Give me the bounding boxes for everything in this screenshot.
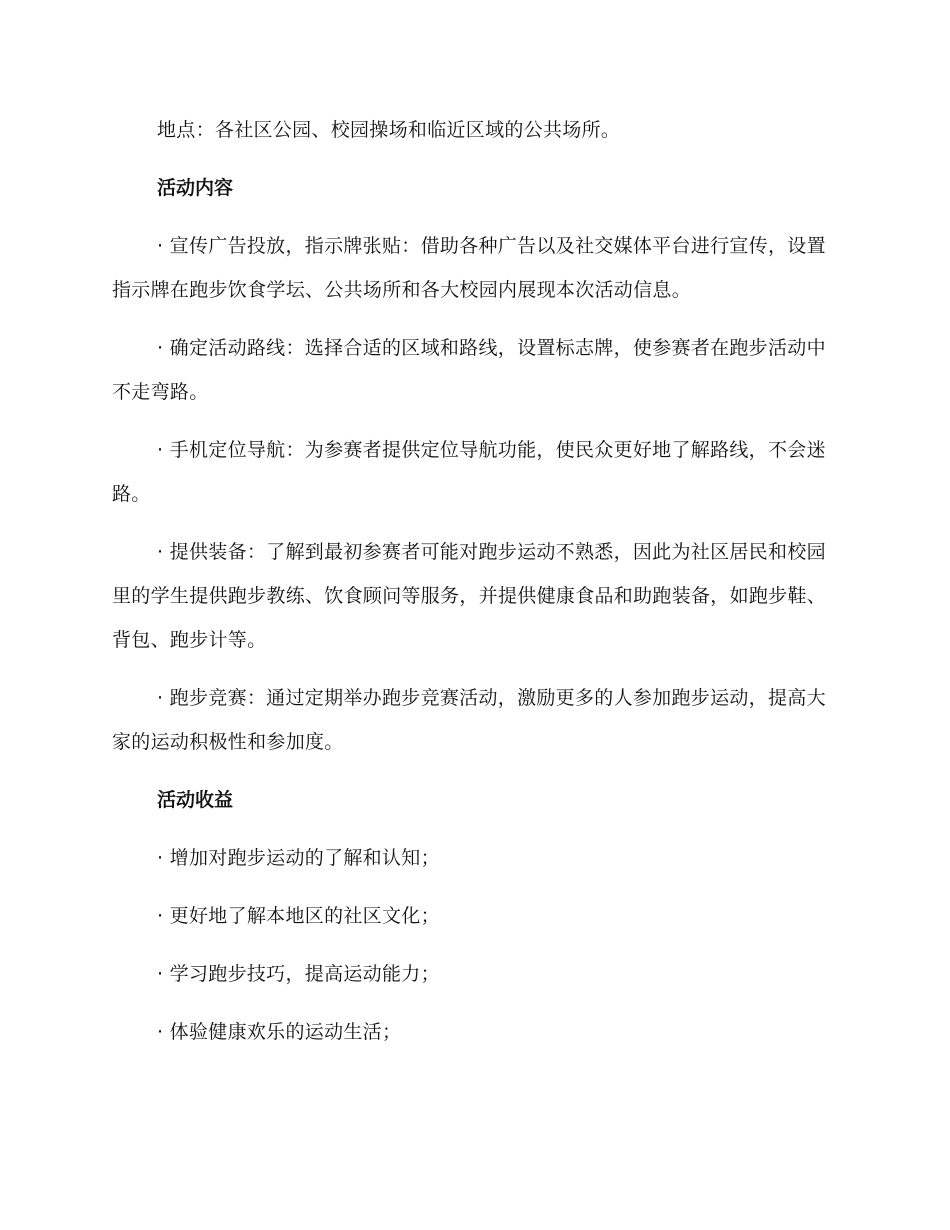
section-heading-activity-content: 活动内容 xyxy=(157,177,234,199)
list-item: · 增加对跑步运动的了解和认知； xyxy=(157,847,440,869)
document-body xyxy=(112,108,834,1068)
location-paragraph: 地点：各社区公园、校园操场和临近区域的公共场所。 xyxy=(157,119,621,141)
list-item: · 体验健康欢乐的运动生活； xyxy=(157,1021,402,1043)
section-heading-activity-benefits: 活动收益 xyxy=(157,789,234,811)
list-item: · 确定活动路线：选择合适的区域和路线，设置标志牌，使参赛者在跑步活动中不走弯路。 xyxy=(112,337,826,403)
list-item: · 宣传广告投放，指示牌张贴：借助各种广告以及社交媒体平台进行宣传，设置指示牌在跑步饮食学坛、公共场所和各大校园内展现本次活动信息。 xyxy=(112,235,826,301)
list-item: · 更好地了解本地区的社区文化； xyxy=(157,905,440,927)
list-item: · 手机定位导航：为参赛者提供定位导航功能，使民众更好地了解路线，不会迷路。 xyxy=(112,439,826,505)
list-item: · 跑步竞赛：通过定期举办跑步竞赛活动，激励更多的人参加跑步运动，提高大家的运动积极性和参加度。 xyxy=(112,687,826,753)
list-item: · 提供装备：了解到最初参赛者可能对跑步运动不熟悉，因此为社区居民和校园里的学生提供跑步教练、饮食顾问等服务，并提供健康食品和助跑装备，如跑步鞋、背包、跑步计等。 xyxy=(112,541,827,651)
list-item: · 学习跑步技巧，提高运动能力； xyxy=(157,963,440,985)
